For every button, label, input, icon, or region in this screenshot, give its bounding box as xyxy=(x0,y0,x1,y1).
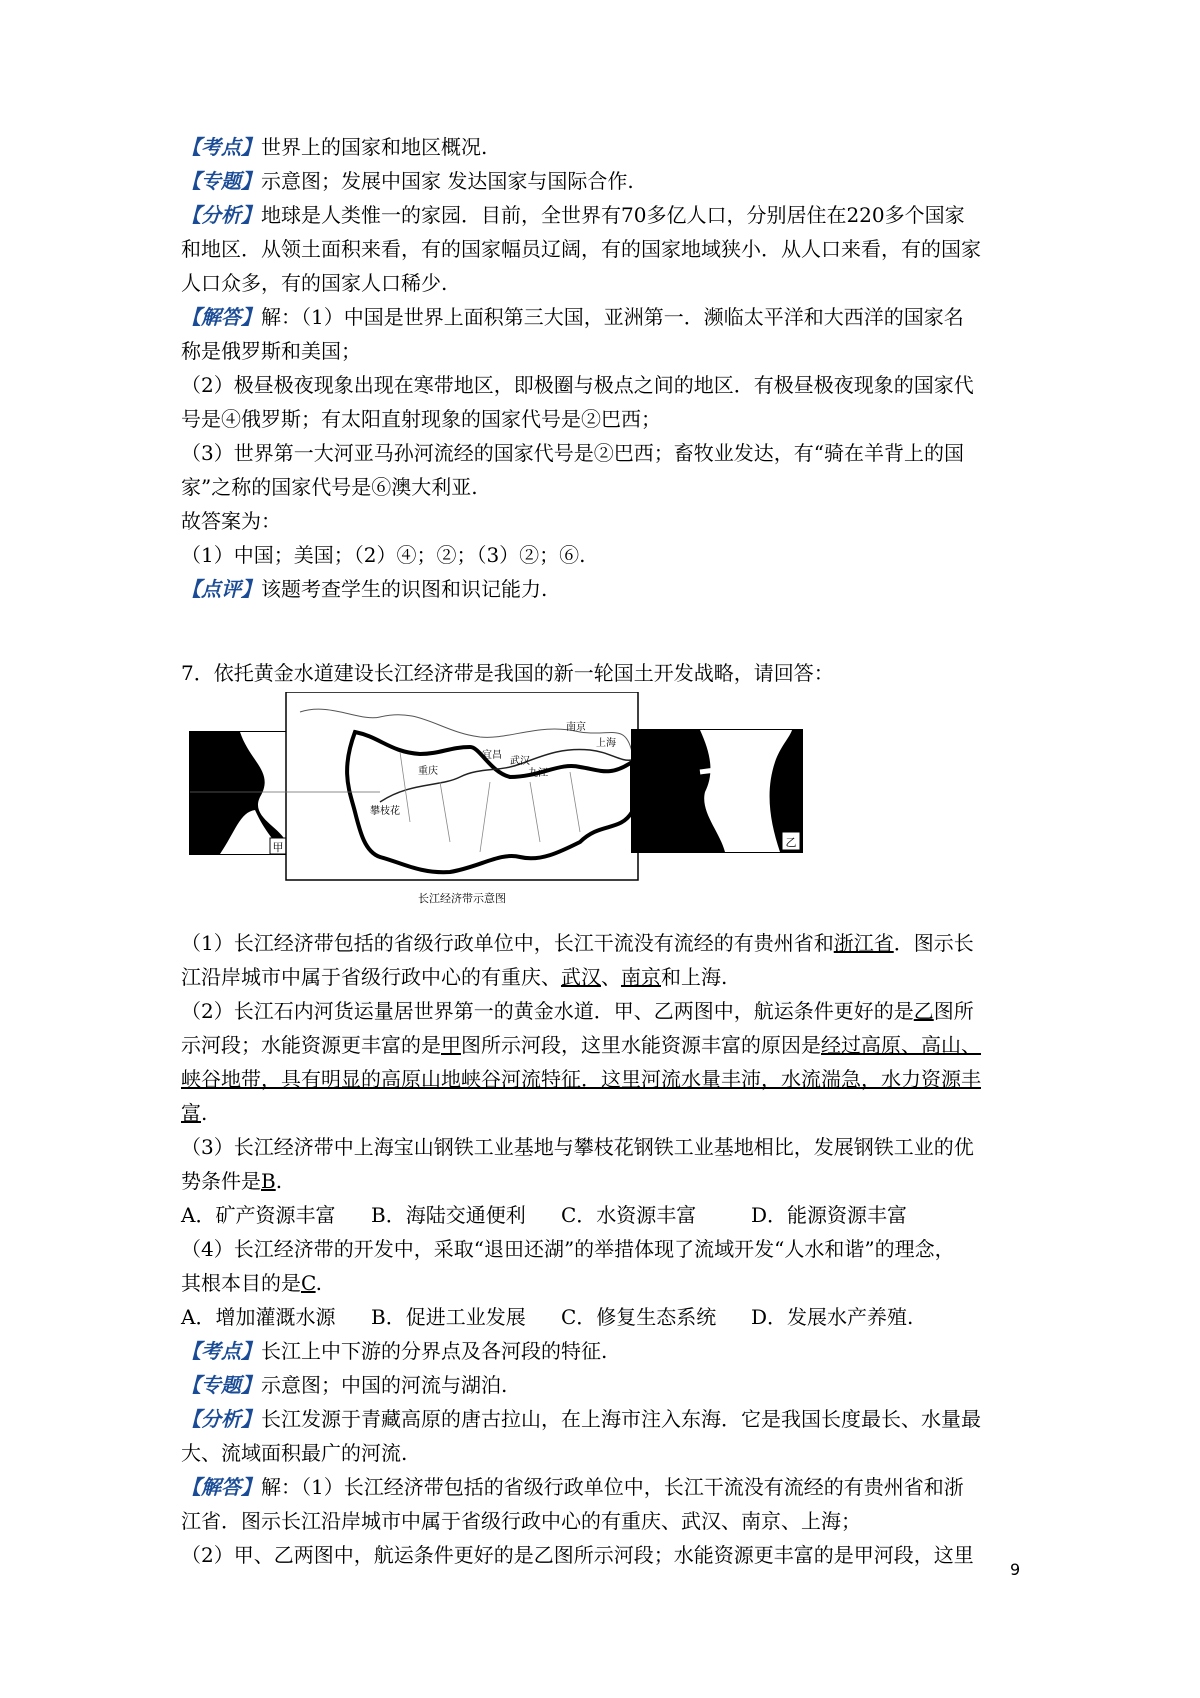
q7-part3-line2 xyxy=(181,1164,1041,1198)
q7-p3-text-c: . xyxy=(275,1169,283,1193)
q6-dianping-line xyxy=(181,572,1041,606)
q7-p2-text-e: . xyxy=(201,1101,208,1125)
q7-p3-option-a: A．矿产资源丰富 xyxy=(181,1203,336,1227)
q6-kaodian-text: 世界上的国家和地区概况. xyxy=(261,135,488,159)
tag-jieda-2: 【解答】 xyxy=(181,1475,261,1499)
tag-kaodian: 【考点】 xyxy=(181,135,261,159)
q6-jieda-line xyxy=(181,300,1041,334)
q6-jieda-text-5: （3）世界第一大河亚马孙河流经的国家代号是②巴西；畜牧业发达，有“骑在羊背上的国 xyxy=(181,441,964,465)
q7-part4-line1: （4）长江经济带的开发中，采取“退田还湖”的举措体现了流域开发“人水和谐”的理念， xyxy=(181,1237,955,1261)
q7-p1-answer-3: 南京 xyxy=(621,965,661,989)
q7-p2-text-b: 图所 xyxy=(933,999,974,1023)
q6-jieda-text-1: 解：（1）中国是世界上面积第三大国，亚洲第一．濒临太平洋和大西洋的国家名 xyxy=(261,305,964,329)
q7-p1-answer-2: 武汉 xyxy=(561,965,601,989)
q7-question: 7．依托黄金水道建设长江经济带是我国的新一轮国土开发战略，请回答： xyxy=(181,661,834,685)
q7-jieda-text-1: 解：（1）长江经济带包括的省级行政单位中，长江干流没有流经的有贵州省和浙 xyxy=(261,1475,964,1499)
q7-p4-option-d: D．发展水产养殖. xyxy=(751,1305,914,1329)
q6-zhuanti-line xyxy=(181,164,1041,198)
q7-part2-line1 xyxy=(181,994,1041,1028)
tag-zhuanti: 【专题】 xyxy=(181,169,261,193)
tag-dianping: 【点评】 xyxy=(181,577,261,601)
q6-kaodian-line xyxy=(181,130,1041,164)
q6-jieda-text-2: 称是俄罗斯和美国； xyxy=(181,339,361,363)
q7-jieda-text-3: （2）甲、乙两图中，航运条件更好的是乙图所示河段；水能资源更丰富的是甲河段，这里 xyxy=(181,1543,974,1567)
q7-p1-sep: 、 xyxy=(601,965,621,989)
q7-p1-answer-1: 浙江省 xyxy=(833,931,894,955)
inset-jia xyxy=(190,732,286,854)
city-shanghai: 上海 xyxy=(596,738,616,749)
q7-p1-text-a: （1）长江经济带包括的省级行政单位中，长江干流没有流经的有贵州省和 xyxy=(181,931,834,955)
tag-fenxi: 【分析】 xyxy=(181,203,261,227)
q6-fenxi-text-1: 地球是人类惟一的家园．目前，全世界有70多亿人口，分别居住在220多个国家 xyxy=(261,203,965,227)
q7-p2-answer-3b: 峡谷地带，具有明显的高原山地峡谷河流特征．这里河流水量丰沛，水流湍急，水力资源丰 xyxy=(181,1067,981,1091)
q7-p2-text-d: 图所示河段，这里水能资源丰富的原因是 xyxy=(461,1033,821,1057)
q7-fenxi-text-1: 长江发源于青藏高原的唐古拉山，在上海市注入东海．它是我国长度最长、水量最 xyxy=(261,1407,981,1431)
q7-p1-text-b: ．图示长 xyxy=(893,931,974,955)
q7-p2-answer-3a: 经过高原、高山、 xyxy=(821,1033,981,1057)
q7-p4-answer: C xyxy=(301,1271,316,1295)
q6-zhuanti-text: 示意图；发展中国家 发达国家与国际合作. xyxy=(261,169,634,193)
q7-p4-text-c: . xyxy=(315,1271,322,1295)
q7-part4-options xyxy=(181,1300,1041,1334)
q6-jieda-text-6: 家”之称的国家代号是⑥澳大利亚. xyxy=(181,475,478,499)
inset-yi xyxy=(632,730,802,852)
q7-part1-line1 xyxy=(181,926,1041,960)
q7-part3-options xyxy=(181,1198,1041,1232)
page-number: 9 xyxy=(1010,1560,1021,1579)
city-panzhihua: 攀枝花 xyxy=(370,806,400,817)
q7-p3-option-c: C．水资源丰富 xyxy=(561,1203,697,1227)
q7-p4-text-b: 其根本目的是 xyxy=(181,1271,301,1295)
q7-p3-option-d: D．能源资源丰富 xyxy=(751,1203,908,1227)
q7-kaodian-text: 长江上中下游的分界点及各河段的特征. xyxy=(261,1339,608,1363)
tag-fenxi-2: 【分析】 xyxy=(181,1407,261,1431)
q7-part1-line2 xyxy=(181,960,1041,994)
tag-kaodian-2: 【考点】 xyxy=(181,1339,261,1363)
figure-caption: 长江经济带示意图 xyxy=(418,892,506,905)
q7-fenxi-text-2: 大、流域面积最广的河流. xyxy=(181,1441,408,1465)
q7-p1-text-d: 和上海. xyxy=(661,965,728,989)
q6-jieda-text-4: 号是④俄罗斯；有太阳直射现象的国家代号是②巴西； xyxy=(181,407,661,431)
q7-fenxi-line xyxy=(181,1402,1041,1436)
q7-p4-option-b: B．促进工业发展 xyxy=(371,1305,526,1329)
inset-yi-label: 乙 xyxy=(785,836,797,849)
q7-p3-option-b: B．海陆交通便利 xyxy=(371,1203,526,1227)
q7-p2-answer-2: 甲 xyxy=(441,1033,461,1057)
q7-part2-line3 xyxy=(181,1062,1041,1096)
q7-part2-line4 xyxy=(181,1096,1041,1130)
city-jiujiang: 九江 xyxy=(528,768,548,779)
q7-p3-text-b: 势条件是 xyxy=(181,1169,261,1193)
q7-p1-text-c: 江沿岸城市中属于省级行政中心的有重庆、 xyxy=(181,965,561,989)
q7-p2-text-a: （2）长江石内河货运量居世界第一的黄金水道．甲、乙两图中，航运条件更好的是 xyxy=(181,999,914,1023)
q6-fenxi-text-2: 和地区．从领土面积来看，有的国家幅员辽阔，有的国家地域狭小．从人口来看，有的国家 xyxy=(181,237,981,261)
q7-jieda-line xyxy=(181,1470,1041,1504)
q7-p4-option-a: A．增加灌溉水源 xyxy=(181,1305,336,1329)
q7-zhuanti-text: 示意图；中国的河流与湖泊. xyxy=(261,1373,508,1397)
q7-p2-answer-1: 乙 xyxy=(913,999,934,1023)
q7-part4-line2 xyxy=(181,1266,1041,1300)
q7-p2-text-c: 示河段；水能资源更丰富的是 xyxy=(181,1033,441,1057)
inset-jia-label: 甲 xyxy=(272,841,284,854)
q7-part2-line2 xyxy=(181,1028,1041,1062)
q6-fenxi-text-3: 人口众多，有的国家人口稀少. xyxy=(181,271,448,295)
q7-kaodian-line xyxy=(181,1334,1041,1368)
q6-jieda-text-3: （2）极昼极夜现象出现在寒带地区，即极圈与极点之间的地区．有极昼极夜现象的国家代 xyxy=(181,373,974,397)
q7-p3-answer: B xyxy=(261,1169,276,1193)
yangtze-economic-belt-map xyxy=(180,692,910,910)
q6-answer: （1）中国；美国；（2）④；②；（3）②；⑥. xyxy=(181,543,586,567)
q7-p2-answer-3c: 富 xyxy=(181,1101,201,1125)
q6-fenxi-line xyxy=(181,198,1041,232)
q7-part3-line1: （3）长江经济带中上海宝山钢铁工业基地与攀枝花钢铁工业基地相比，发展钢铁工业的优 xyxy=(181,1135,974,1159)
city-yichang: 宜昌 xyxy=(482,750,502,761)
q6-dianping-text: 该题考查学生的识图和识记能力. xyxy=(261,577,548,601)
tag-zhuanti-2: 【专题】 xyxy=(181,1373,261,1397)
city-wuhan: 武汉 xyxy=(510,756,530,767)
city-chongqing: 重庆 xyxy=(418,766,438,777)
city-nanjing: 南京 xyxy=(566,722,586,733)
tag-jieda: 【解答】 xyxy=(181,305,261,329)
q6-answer-head: 故答案为： xyxy=(181,509,281,533)
q7-p4-option-c: C．修复生态系统 xyxy=(561,1305,717,1329)
q7-zhuanti-line xyxy=(181,1368,1041,1402)
q7-jieda-text-2: 江省．图示长江沿岸城市中属于省级行政中心的有重庆、武汉、南京、上海； xyxy=(181,1509,861,1533)
